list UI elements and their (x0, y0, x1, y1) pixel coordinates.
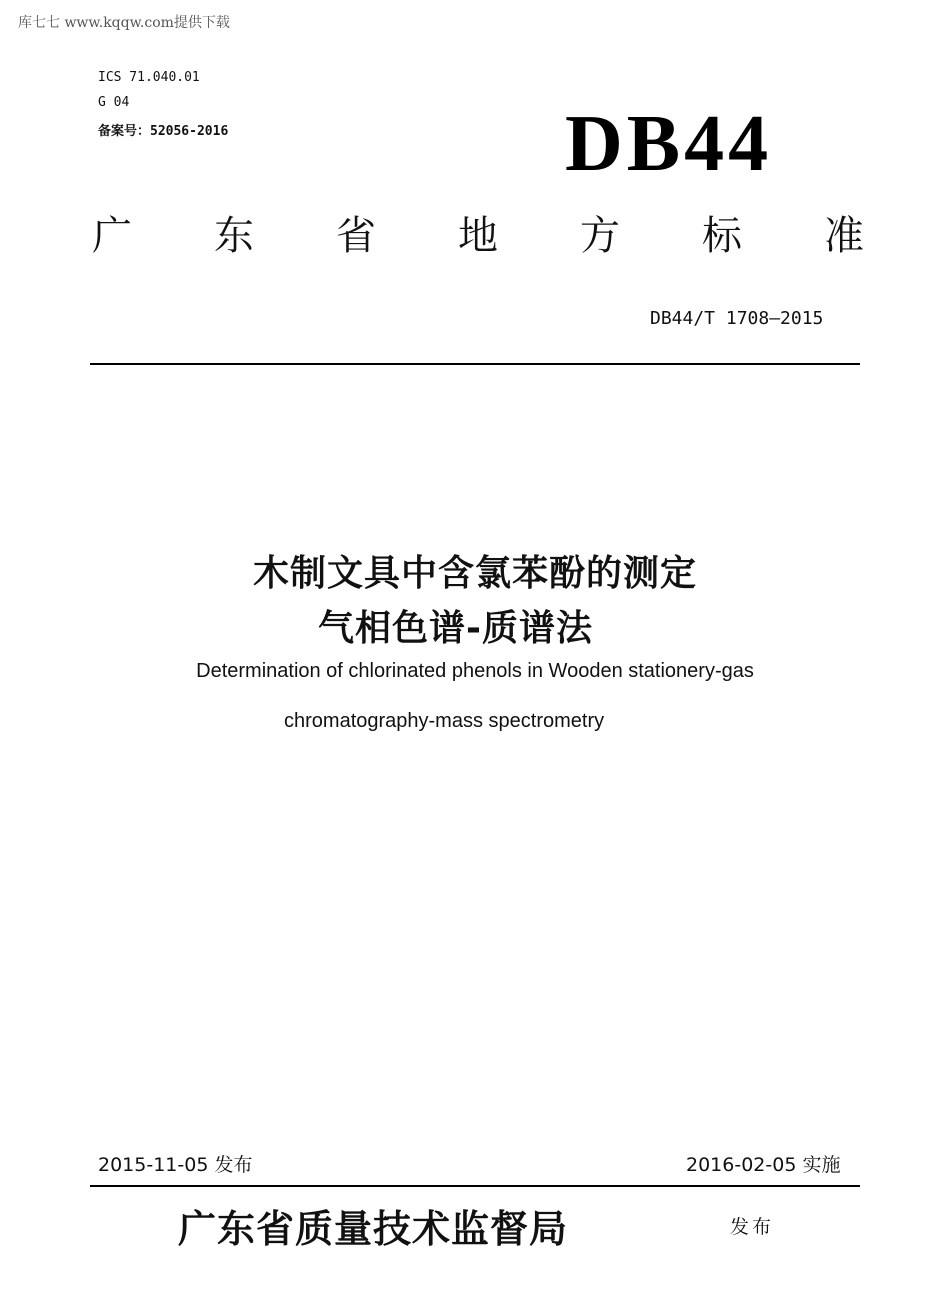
title-chinese-line2: 气相色谱-质谱法 (318, 608, 593, 649)
standard-number: DB44/T 1708—2015 (650, 308, 824, 329)
standard-type-heading (92, 213, 864, 259)
standard-type-char: 省 (336, 213, 376, 259)
issued-label: 发布 (730, 1216, 775, 1238)
implementation-date: 2016-02-05 实施 (686, 1154, 841, 1176)
ccs-code: G 04 (98, 95, 130, 110)
title-english-line1: Determination of chlorinated phenols in Wooden stationery-gas (196, 660, 754, 682)
watermark-text: 库七七 www.kqqw.com提供下载 (18, 15, 230, 31)
title-english-line2: chromatography-mass spectrometry (284, 710, 605, 732)
standard-type-char: 地 (458, 213, 498, 259)
standard-type-char: 东 (214, 213, 254, 259)
record-number: 备案号：52056-2016 (98, 124, 229, 139)
ics-code: ICS 71.040.01 (98, 70, 200, 85)
top-divider (90, 363, 860, 365)
standard-mark: DB44 (565, 100, 773, 188)
bottom-divider (90, 1185, 860, 1187)
title-chinese-line1: 木制文具中含氯苯酚的测定 (252, 553, 697, 594)
issue-date: 2015-11-05 发布 (98, 1154, 253, 1176)
standard-type-char: 准 (824, 213, 864, 259)
standard-type-char: 广 (92, 213, 132, 259)
standard-type-char: 标 (702, 213, 742, 259)
standard-type-char: 方 (580, 213, 620, 259)
issuing-authority: 广东省质量技术监督局 (178, 1206, 569, 1251)
